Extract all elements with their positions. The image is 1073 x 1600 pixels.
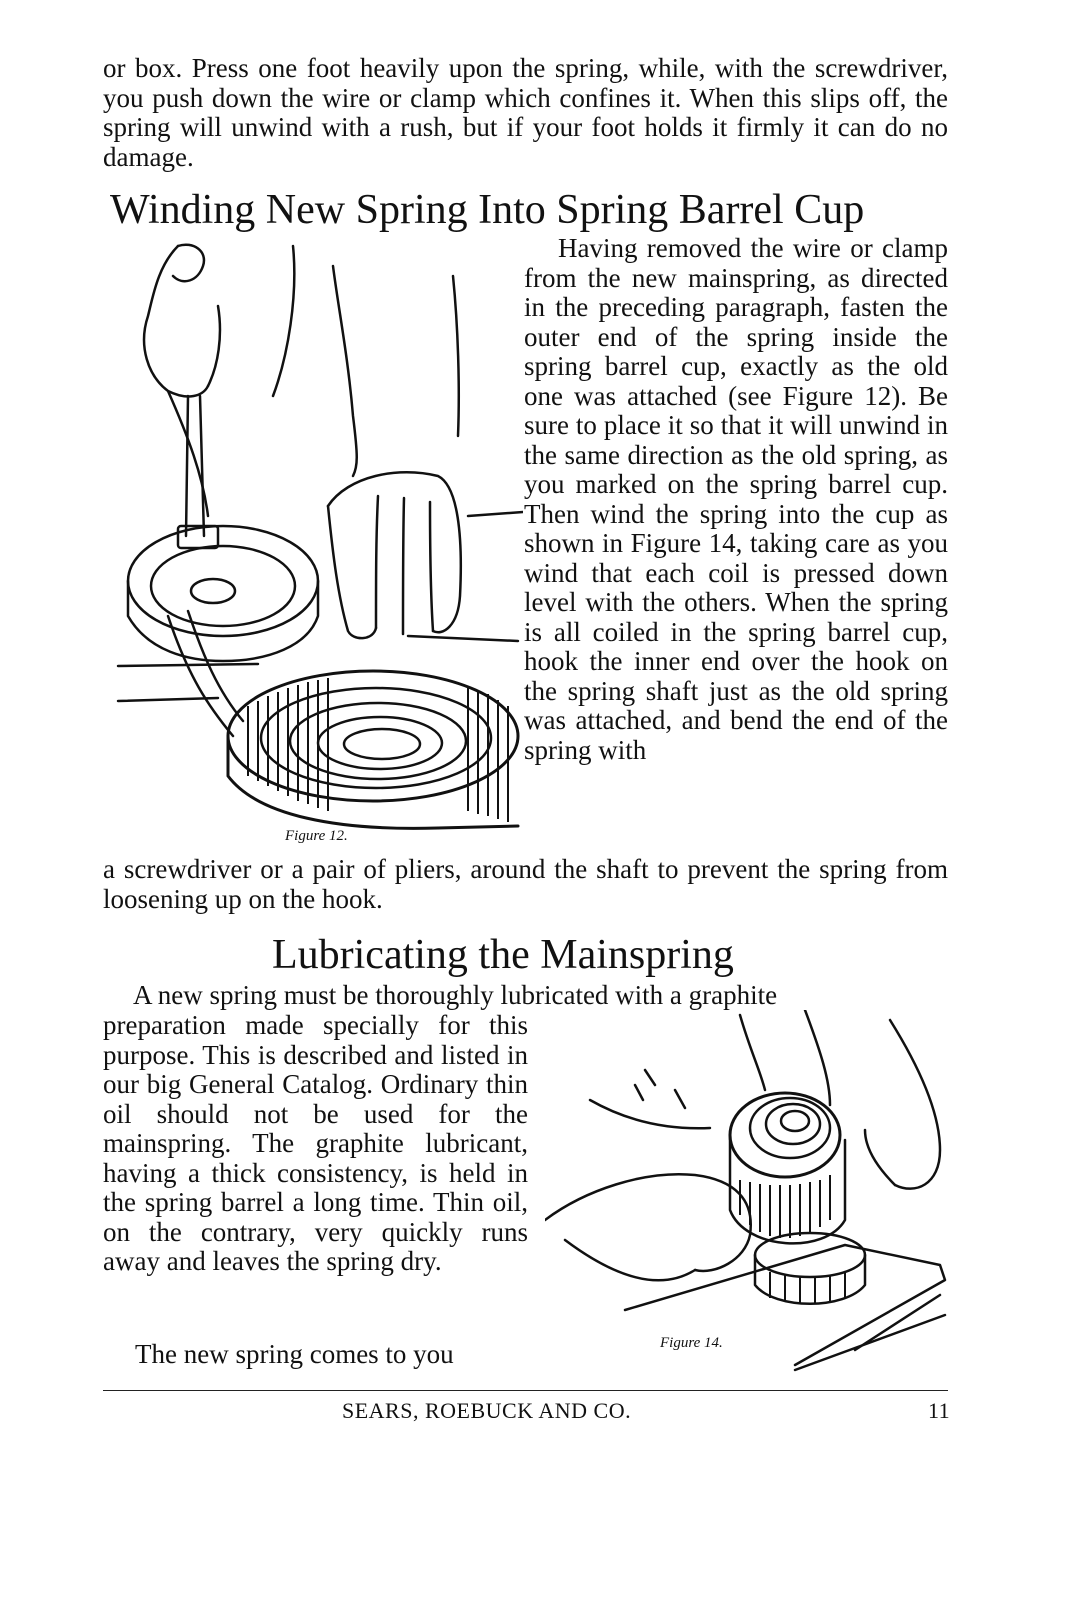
section2-first-line: A new spring must be thoroughly lubricated with a graphite [133, 980, 778, 1010]
mainspring-coils [228, 671, 518, 801]
section1-full-width-text: a screwdriver or a pair of pliers, around the shaft to prevent the spring from loosening up on the hook. [103, 854, 948, 914]
top-paragraph: or box. Press one foot heavily upon the spring, while, with the screwdriver, you push down the wire or clamp which confines it. When this slips off, the spring will unwind with a rush, but if your foot holds it firmly it can do no damage. [103, 53, 948, 172]
section1-column-text: Having removed the wire or clamp from the new mainspring, as directed in the preceding paragraph, fasten the outer end of the spring inside the spring barrel cup, exactly as the old one was attached (see Figure 12). Be sure to place it so that it will unwind in the same direction as the old spring, as you marked on the spring barrel cup. Then wind the spring into the cup as shown in Figure 14, taking care as you wind that each coil is pressed down level with the others. When the spring is all coiled in the spring barrel cup, hook the inner end over the hook on the spring shaft just as the old spring was attached, and bend the end of the spring with [524, 233, 948, 765]
section-heading-lubricating: Lubricating the Mainspring [272, 932, 734, 978]
figure-12-caption: Figure 12. [285, 828, 348, 844]
upper-hand [144, 246, 208, 396]
footer-publisher: SEARS, ROEBUCK AND CO. [342, 1398, 632, 1423]
right-hand [890, 1020, 940, 1189]
figure-14-caption: Figure 14. [660, 1335, 723, 1351]
figure-14-illustration [545, 1010, 950, 1380]
lower-hand [328, 472, 461, 632]
pliers [186, 396, 204, 536]
footer-divider [103, 1390, 948, 1391]
section-heading-winding: Winding New Spring Into Spring Barrel Cup [110, 187, 865, 233]
left-hand [545, 1174, 751, 1271]
section2-column-text: preparation made specially for this purpose. This is described and listed in our big General Catalog. Ordinary thin oil should not be used for the mainspring. The graphite lubricant, having a thick consistency, is held in the spring barrel a long time. Thin oil, on the contrary, very quickly runs away and leaves the spring dry. [103, 1010, 528, 1276]
figure-12-illustration [108, 236, 523, 836]
section2-last-line: The new spring comes to you [135, 1339, 454, 1369]
page-number: 11 [928, 1398, 951, 1423]
